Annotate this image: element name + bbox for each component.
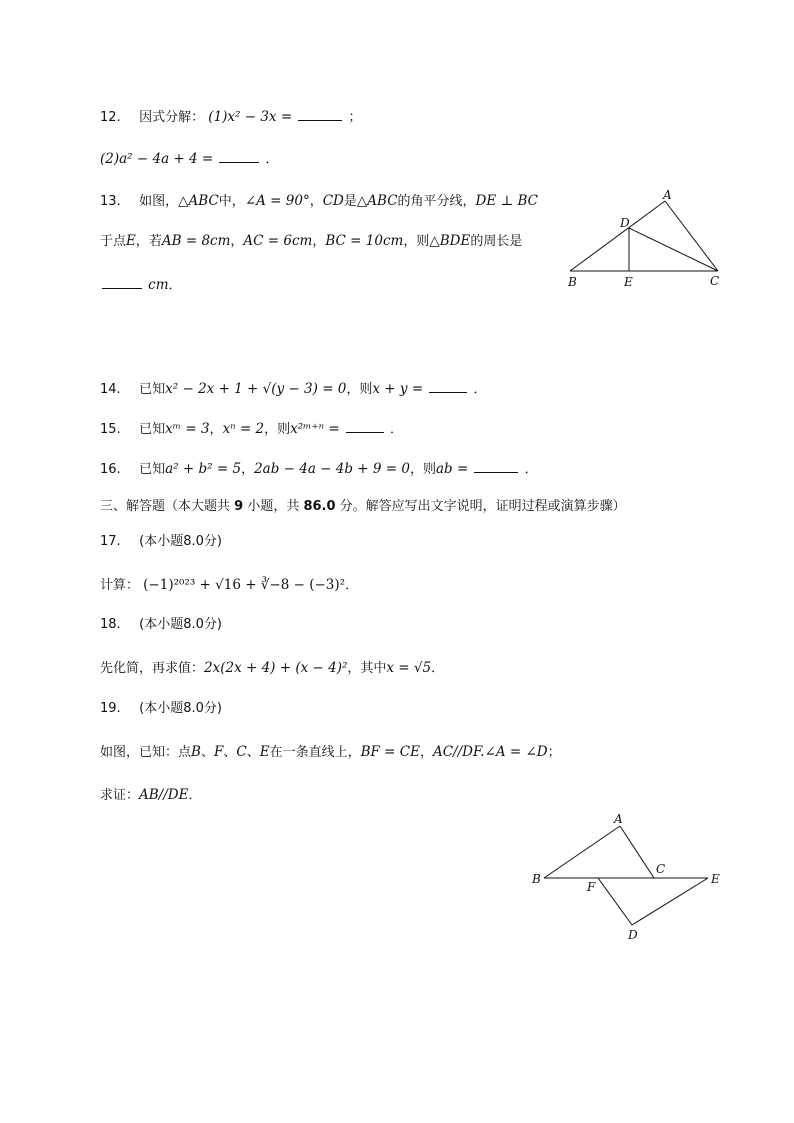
q13-text: 是 <box>343 194 357 209</box>
q12-number: 12. <box>100 110 121 125</box>
q14-text: ，则 <box>346 382 373 397</box>
q13-line2 <box>100 232 522 251</box>
q19-label-d: D <box>628 928 638 942</box>
q17-lead: 计算： <box>100 578 140 593</box>
q13-point-e: E <box>126 233 136 249</box>
q12-expr1: (1)x² − 3x = <box>208 109 293 125</box>
section3-text: 三、解答题（本大题共 <box>100 499 235 514</box>
q19-body <box>100 743 561 762</box>
q19-ac-df: AC//DF. <box>432 744 485 760</box>
q19-label-f: F <box>587 880 596 894</box>
q13-ac: AC = 6cm <box>243 233 313 249</box>
q17-body <box>100 576 358 595</box>
q14-end: ． <box>473 382 487 397</box>
q19-segment-fd <box>598 878 632 925</box>
q13-bc: BC = 10cm <box>325 233 404 249</box>
q17-header <box>100 533 222 551</box>
q14-line <box>100 380 486 399</box>
q15-end: ． <box>389 422 403 437</box>
q16-answer-blank[interactable] <box>474 460 518 473</box>
q14-number: 14. <box>100 382 121 397</box>
q15-answer-blank[interactable] <box>346 420 384 433</box>
q12-answer-blank-1[interactable] <box>298 108 342 121</box>
q19-text: 、 <box>246 745 260 760</box>
q12-lead: 因式分解： <box>139 110 205 125</box>
q16-ask: ab = <box>436 461 469 477</box>
q16-lead: 已知 <box>139 462 166 477</box>
q19-points: (本小题8.0分) <box>139 701 222 716</box>
q17-points: (本小题8.0分) <box>139 534 222 549</box>
q14-expr: x² − 2x + 1 + √(y − 3) = 0 <box>165 381 347 397</box>
q13-triangle-abc: △ABC <box>356 193 398 209</box>
q18-points: (本小题8.0分) <box>139 617 222 632</box>
q19-end: ． <box>188 788 202 803</box>
q13-segment-cd: CD <box>322 193 344 209</box>
q19-prove <box>100 786 201 805</box>
q12-line2 <box>100 150 279 169</box>
q13-segment-ab <box>570 201 665 271</box>
q18-text: ，其中 <box>347 661 387 676</box>
q15-text: ， <box>209 422 223 437</box>
q13-line1 <box>100 192 538 211</box>
q19-label-e: E <box>711 872 720 886</box>
q16-line <box>100 460 538 479</box>
q13-text: 的周长是 <box>470 234 523 249</box>
q19-segment-ab <box>544 826 620 878</box>
q13-label-e: E <box>624 275 633 289</box>
q13-text: ，则 <box>403 234 430 249</box>
q13-perpendicular: DE ⊥ BC <box>475 193 539 209</box>
q19-text: ， <box>419 745 433 760</box>
q14-ask: x + y = <box>372 381 424 397</box>
q19-prove-statement: AB//DE <box>139 787 189 803</box>
q12-expr2: (2)a² − 4a + 4 = <box>100 151 214 167</box>
q18-expr: 2x(2x + 4) + (x − 4)² <box>204 660 348 676</box>
q19-angles: ∠A = ∠D <box>484 744 548 760</box>
q14-lead: 已知 <box>139 382 166 397</box>
q13-triangle-bde: △BDE <box>429 233 471 249</box>
q12-answer-blank-2[interactable] <box>219 150 259 163</box>
q15-number: 15. <box>100 422 121 437</box>
q15-lead: 已知 <box>139 422 166 437</box>
q13-text: ，若 <box>135 234 162 249</box>
q13-text: 的角平分线， <box>397 194 476 209</box>
q19-point-e: E <box>259 744 270 760</box>
section3-score: 86.0 <box>303 499 336 514</box>
q18-condition: x = √5 <box>386 660 432 676</box>
q16-number: 16. <box>100 462 121 477</box>
q19-segment-de <box>632 878 708 925</box>
q16-expr2: 2ab − 4a − 4b + 9 = 0 <box>254 461 410 477</box>
q13-answer-blank[interactable] <box>102 276 142 289</box>
q15-line <box>100 420 403 439</box>
q19-bf-ce: BF = CE <box>360 744 420 760</box>
q13-label-a: A <box>663 188 672 202</box>
q13-ab: AB = 8cm <box>161 233 231 249</box>
q19-point-f: F <box>213 744 224 760</box>
q15-text: ，则 <box>264 422 291 437</box>
q18-body <box>100 659 444 678</box>
q13-text: ， <box>309 194 323 209</box>
q13-text: ， <box>312 234 326 249</box>
section3-heading <box>100 498 626 516</box>
q13-segment-dc <box>629 228 718 271</box>
q19-number: 19. <box>100 701 121 716</box>
q13-label-d: D <box>620 216 630 230</box>
q16-text: ， <box>241 462 255 477</box>
q17-end: ． <box>345 578 359 593</box>
q19-text: 在一条直线上， <box>269 745 361 760</box>
section3-count: 9 <box>234 499 244 514</box>
q16-expr1: a² + b² = 5 <box>165 461 242 477</box>
q13-angle-a: ∠A = 90° <box>244 193 310 209</box>
q19-header <box>100 700 222 718</box>
q19-text: 、 <box>200 745 214 760</box>
q19-label-b: B <box>532 872 541 886</box>
q19-prove-lead: 求证： <box>100 788 140 803</box>
q19-point-b: B <box>191 744 201 760</box>
q13-text: 中， <box>218 194 245 209</box>
q18-lead: 先化简，再求值： <box>100 661 205 676</box>
q17-number: 17. <box>100 534 121 549</box>
q14-answer-blank[interactable] <box>429 380 467 393</box>
q19-point-c: C <box>236 744 247 760</box>
q19-lead: 如图，已知：点 <box>100 745 192 760</box>
q13-label-b: B <box>568 275 577 289</box>
q13-text: 于点 <box>100 234 127 249</box>
q19-segment-ac <box>620 826 654 878</box>
q16-end: ． <box>524 462 538 477</box>
q15-expr2: xⁿ = 2 <box>222 421 265 437</box>
section3-text: 小题，共 <box>243 499 304 514</box>
q12-separator: ； <box>348 110 362 125</box>
q17-expr: (−1)²⁰²³ + √16 + ∛−8 − (−3)² <box>143 577 346 593</box>
q12-line1 <box>100 108 361 127</box>
section3-text: 分。解答应写出文字说明，证明过程或演算步骤） <box>335 499 626 514</box>
q13-line3 <box>100 276 182 295</box>
q19-text: 、 <box>223 745 237 760</box>
q18-end: ． <box>431 661 445 676</box>
q19-text: ； <box>547 745 561 760</box>
q12-end: ． <box>265 152 279 167</box>
q13-text: 如图， <box>139 194 179 209</box>
q18-header <box>100 616 222 634</box>
q13-segment-ac <box>665 201 718 271</box>
q13-figure <box>560 186 730 290</box>
q18-number: 18. <box>100 617 121 632</box>
q15-ask: x²ᵐ⁺ⁿ = <box>290 421 340 437</box>
q19-label-a: A <box>614 812 623 826</box>
q15-expr1: xᵐ = 3 <box>165 421 210 437</box>
q16-text: ，则 <box>409 462 436 477</box>
q13-label-c: C <box>710 274 720 288</box>
q19-label-c: C <box>656 862 666 876</box>
q13-unit: cm <box>148 277 169 293</box>
q13-number: 13. <box>100 194 121 209</box>
q13-end: ． <box>168 278 182 293</box>
q13-triangle-abc: △ABC <box>178 193 219 209</box>
q19-figure <box>528 808 728 948</box>
q13-text: ， <box>230 234 244 249</box>
